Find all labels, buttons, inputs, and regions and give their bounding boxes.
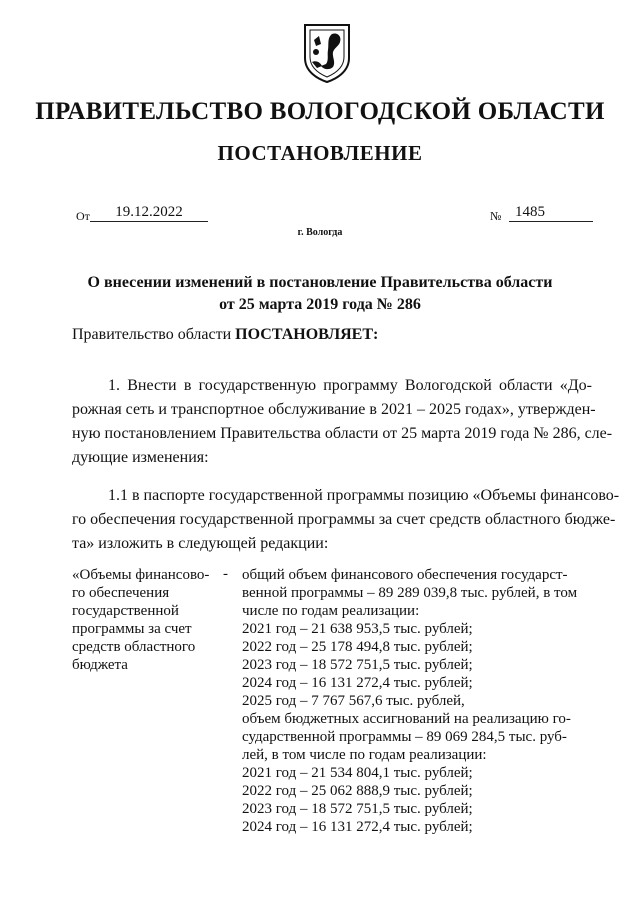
table-left-line: программы за счет bbox=[72, 621, 192, 637]
document-title bbox=[60, 272, 580, 316]
table-left-line: средств областного bbox=[72, 639, 196, 655]
decree-verb: ПОСТАНОВЛЯЕТ: bbox=[235, 326, 379, 343]
city-label: г. Вологда bbox=[297, 227, 343, 238]
decree-prefix: Правительство области bbox=[72, 326, 232, 343]
table-left-cell bbox=[72, 566, 222, 674]
table-right-line: сударственной программы – 89 069 284,5 тыс. руб- bbox=[242, 729, 567, 745]
title-line: от 25 марта 2019 года № 286 bbox=[219, 296, 421, 313]
date-prefix: От bbox=[76, 209, 90, 223]
table-right-line: 2024 год – 16 131 272,4 тыс. рублей; bbox=[242, 819, 473, 835]
paragraph-line: та» изложить в следующей редакции: bbox=[72, 535, 329, 552]
table-dash: - bbox=[223, 566, 228, 582]
document-date: 19.12.2022 bbox=[90, 203, 208, 222]
table-right-line: объем бюджетных ассигнований на реализацию го- bbox=[242, 711, 571, 727]
document-type: ПОСТАНОВЛЕНИЕ bbox=[217, 141, 423, 165]
table-right-line: 2024 год – 16 131 272,4 тыс. рублей; bbox=[242, 675, 473, 691]
coat-of-arms-icon bbox=[302, 22, 352, 84]
document-number: 1485 bbox=[509, 203, 593, 222]
paragraph-line: 1.1 в паспорте государственной программы позицию «Объемы финансово- bbox=[108, 487, 620, 504]
table-right-line: числе по годам реализации: bbox=[242, 603, 420, 619]
table-left-line: го обеспечения bbox=[72, 585, 170, 601]
table-right-line: 2023 год – 18 572 751,5 тыс. рублей; bbox=[242, 657, 473, 673]
paragraph-line: го обеспечения государственной программы за счет средств областного бюдже- bbox=[72, 511, 616, 528]
table-right-line: венной программы – 89 289 039,8 тыс. рублей, в том bbox=[242, 585, 578, 601]
table-right-line: 2022 год – 25 062 888,9 тыс. рублей; bbox=[242, 783, 473, 799]
table-left-line: государственной bbox=[72, 603, 179, 619]
table-right-line: 2021 год – 21 638 953,5 тыс. рублей; bbox=[242, 621, 473, 637]
table-right-line: 2022 год – 25 178 494,8 тыс. рублей; bbox=[242, 639, 473, 655]
organization-title: ПРАВИТЕЛЬСТВО ВОЛОГОДСКОЙ ОБЛАСТИ bbox=[35, 98, 605, 125]
table-right-line: 2025 год – 7 767 567,6 тыс. рублей, bbox=[242, 693, 465, 709]
table-left-line: бюджета bbox=[72, 657, 128, 673]
decree-statement bbox=[72, 326, 378, 344]
paragraph-2 bbox=[72, 484, 620, 556]
title-line: О внесении изменений в постановление Правительства области bbox=[87, 274, 553, 291]
paragraph-1 bbox=[72, 374, 613, 470]
paragraph-line: 1. Внести в государственную программу Вологодской области «До- bbox=[108, 377, 592, 394]
table-left-line: «Объемы финансово- bbox=[72, 567, 210, 583]
table-right-line: 2021 год – 21 534 804,1 тыс. рублей; bbox=[242, 765, 473, 781]
number-prefix: № bbox=[490, 209, 502, 223]
table-right-cell bbox=[242, 566, 587, 836]
table-right-line: общий объем финансового обеспечения государст- bbox=[242, 567, 568, 583]
paragraph-line: ную постановлением Правительства области от 25 марта 2019 года № 286, сле- bbox=[72, 425, 613, 442]
table-right-line: лей, в том числе по годам реализации: bbox=[242, 747, 487, 763]
paragraph-line: рожная сеть и транспортное обслуживание в 2021 – 2025 годах», утвержден- bbox=[72, 401, 596, 418]
table-right-line: 2023 год – 18 572 751,5 тыс. рублей; bbox=[242, 801, 473, 817]
paragraph-line: дующие изменения: bbox=[72, 449, 209, 466]
